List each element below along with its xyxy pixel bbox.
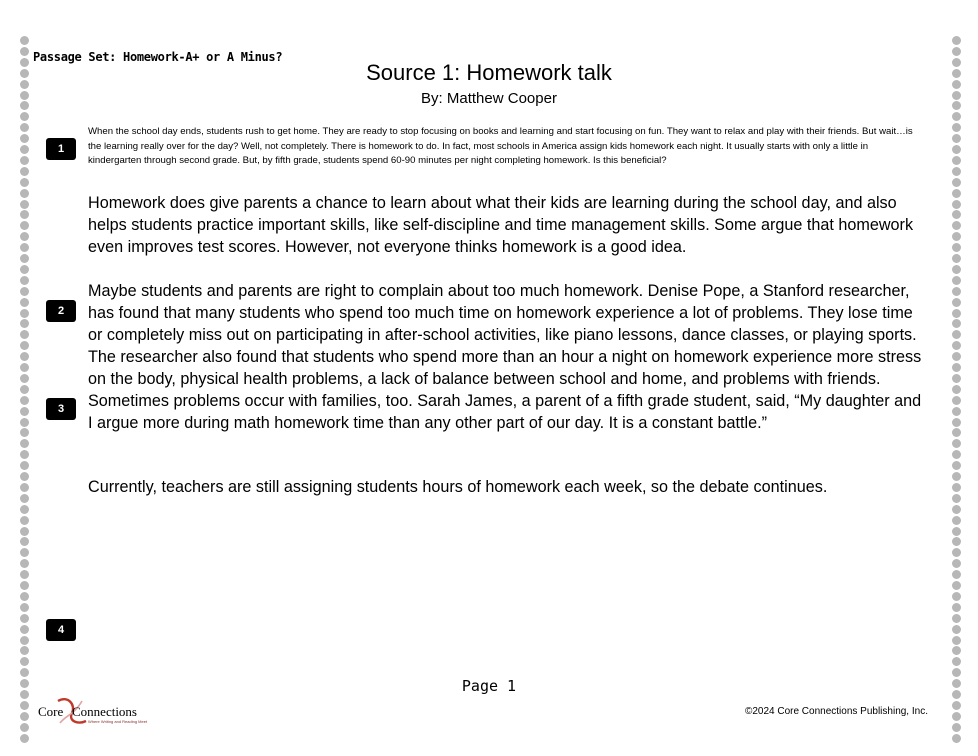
border-dot — [952, 548, 961, 557]
border-dot — [952, 407, 961, 416]
border-dot — [952, 472, 961, 481]
border-dot — [952, 657, 961, 666]
border-dot — [952, 537, 961, 546]
border-dot — [20, 243, 29, 252]
border-dot — [952, 330, 961, 339]
border-dot — [952, 178, 961, 187]
border-dot — [20, 472, 29, 481]
border-dot — [20, 723, 29, 732]
border-dot — [20, 309, 29, 318]
border-dot — [20, 287, 29, 296]
border-dot — [20, 418, 29, 427]
border-dot — [952, 483, 961, 492]
border-dot — [20, 527, 29, 536]
border-dot — [20, 559, 29, 568]
border-dot — [20, 701, 29, 710]
border-dot — [952, 494, 961, 503]
border-dot — [952, 243, 961, 252]
border-dot — [952, 559, 961, 568]
border-dot — [952, 309, 961, 318]
border-dot — [952, 189, 961, 198]
border-dot — [20, 112, 29, 121]
border-dot — [952, 701, 961, 710]
border-dot — [952, 625, 961, 634]
border-dot — [20, 439, 29, 448]
paragraph-1: When the school day ends, students rush to get home. They are ready to stop focusing on books and learning and start focusing on fun. They want to relax and play with their friends. But wait…is the learning really over for the day? Well, not completely. There is homework to do. In fact, most schools in America assign kids homework each night. It usually starts with only a little in kindergarten through second grade. But, by fifth grade, students spend 60-90 minutes per night completing homework. Is this beneficial? — [88, 126, 913, 167]
border-dot — [952, 167, 961, 176]
border-dot — [952, 298, 961, 307]
border-dot — [952, 265, 961, 274]
border-dot — [20, 570, 29, 579]
border-dot — [20, 254, 29, 263]
border-dot — [20, 548, 29, 557]
border-dot — [20, 537, 29, 546]
core-connections-logo — [38, 695, 158, 727]
border-dot — [952, 592, 961, 601]
border-dot — [952, 527, 961, 536]
border-dot — [20, 221, 29, 230]
border-dot — [952, 636, 961, 645]
logo-tagline: Where Writing and Reading Meet — [88, 719, 148, 724]
border-dot — [20, 167, 29, 176]
border-dot — [952, 723, 961, 732]
border-dot — [20, 450, 29, 459]
border-dot — [952, 341, 961, 350]
border-dot — [952, 418, 961, 427]
border-dot — [20, 319, 29, 328]
border-dot — [20, 396, 29, 405]
page-title: Source 1: Homework talk — [366, 60, 612, 85]
border-dot — [20, 734, 29, 743]
border-dot — [20, 363, 29, 372]
border-dot — [20, 341, 29, 350]
border-dot — [20, 516, 29, 525]
border-dot — [952, 134, 961, 143]
border-dot — [20, 592, 29, 601]
border-dot — [952, 374, 961, 383]
passage-set-label: Passage Set: Homework-A+ or A Minus? — [33, 50, 283, 64]
border-dot — [952, 603, 961, 612]
left-dot-border — [18, 0, 32, 756]
border-dot — [952, 516, 961, 525]
border-dot — [20, 352, 29, 361]
border-dot — [952, 363, 961, 372]
border-dot — [952, 646, 961, 655]
border-dot — [20, 636, 29, 645]
border-dot — [20, 461, 29, 470]
border-dot — [20, 298, 29, 307]
paragraph-3: Maybe students and parents are right to complain about too much homework. Denise Pope, a Stanford researcher, has found that many students who spend too much time on homework experience a lot of problems. They lose time or completely miss out on participating in after-school activities, like piano lessons, dance classes, or playing sports. The researcher also found that students who spend more than an hour a night on homework experience more stress on the body, physical health problems, a lack of balance between school and home, and problems with friends. Sometimes problems occur with families, too. Sarah James, a parent of a fifth grade student, said, “My daughter and I argue more during math homework time than any other part of our day. It is a constant battle.” — [88, 282, 922, 432]
logo-word-connections: Connections — [72, 704, 137, 719]
border-dot — [952, 254, 961, 263]
paragraph-4: Currently, teachers are still assigning students hours of homework each week, so the debate continues. — [88, 478, 828, 496]
paragraph-number-badge: 2 — [46, 300, 76, 322]
paragraph-2: Homework does give parents a chance to learn about what their kids are learning during the school day, and also helps students practice important skills, like self-discipline and time management skills. Some argue that homework even improves test scores. However, not everyone thinks homework is a good idea. — [88, 194, 914, 256]
border-dot — [952, 461, 961, 470]
border-dot — [20, 134, 29, 143]
border-dot — [20, 232, 29, 241]
border-dot — [952, 385, 961, 394]
border-dot — [952, 319, 961, 328]
border-dot — [20, 276, 29, 285]
border-dot — [952, 221, 961, 230]
border-dot — [20, 657, 29, 666]
border-dot — [952, 123, 961, 132]
border-dot — [20, 265, 29, 274]
border-dot — [20, 47, 29, 56]
border-dot — [952, 668, 961, 677]
border-dot — [20, 189, 29, 198]
border-dot — [952, 396, 961, 405]
border-dot — [20, 145, 29, 154]
border-dot — [952, 210, 961, 219]
border-dot — [20, 36, 29, 45]
border-dot — [952, 570, 961, 579]
border-dot — [20, 603, 29, 612]
border-dot — [20, 668, 29, 677]
border-dot — [952, 712, 961, 721]
border-dot — [952, 47, 961, 56]
border-dot — [20, 156, 29, 165]
border-dot — [952, 505, 961, 514]
border-dot — [952, 428, 961, 437]
right-dot-border — [950, 0, 964, 756]
logo-word-core: Core — [38, 704, 64, 719]
copyright-notice: ©2024 Core Connections Publishing, Inc. — [744, 706, 928, 717]
border-dot — [20, 407, 29, 416]
paragraph-number-badge: 3 — [46, 398, 76, 420]
border-dot — [20, 712, 29, 721]
paragraph-number-badge: 4 — [46, 619, 76, 641]
author-byline: By: Matthew Cooper — [421, 90, 557, 107]
border-dot — [20, 494, 29, 503]
border-dot — [952, 36, 961, 45]
paragraph-number-badge: 1 — [46, 138, 76, 160]
border-dot — [20, 210, 29, 219]
border-dot — [952, 439, 961, 448]
border-dot — [20, 123, 29, 132]
border-dot — [952, 232, 961, 241]
border-dot — [20, 646, 29, 655]
border-dot — [952, 581, 961, 590]
border-dot — [20, 614, 29, 623]
page-number: Page 1 — [461, 677, 517, 695]
border-dot — [20, 385, 29, 394]
border-dot — [952, 614, 961, 623]
border-dot — [952, 352, 961, 361]
border-dot — [952, 276, 961, 285]
border-dot — [20, 428, 29, 437]
border-dot — [952, 287, 961, 296]
border-dot — [952, 450, 961, 459]
border-dot — [952, 145, 961, 154]
border-dot — [952, 112, 961, 121]
border-dot — [20, 483, 29, 492]
border-dot — [20, 330, 29, 339]
border-dot — [952, 200, 961, 209]
border-dot — [20, 505, 29, 514]
border-dot — [20, 581, 29, 590]
border-dot — [20, 200, 29, 209]
border-dot — [952, 156, 961, 165]
border-dot — [20, 374, 29, 383]
border-dot — [952, 734, 961, 743]
border-dot — [20, 625, 29, 634]
border-dot — [20, 178, 29, 187]
